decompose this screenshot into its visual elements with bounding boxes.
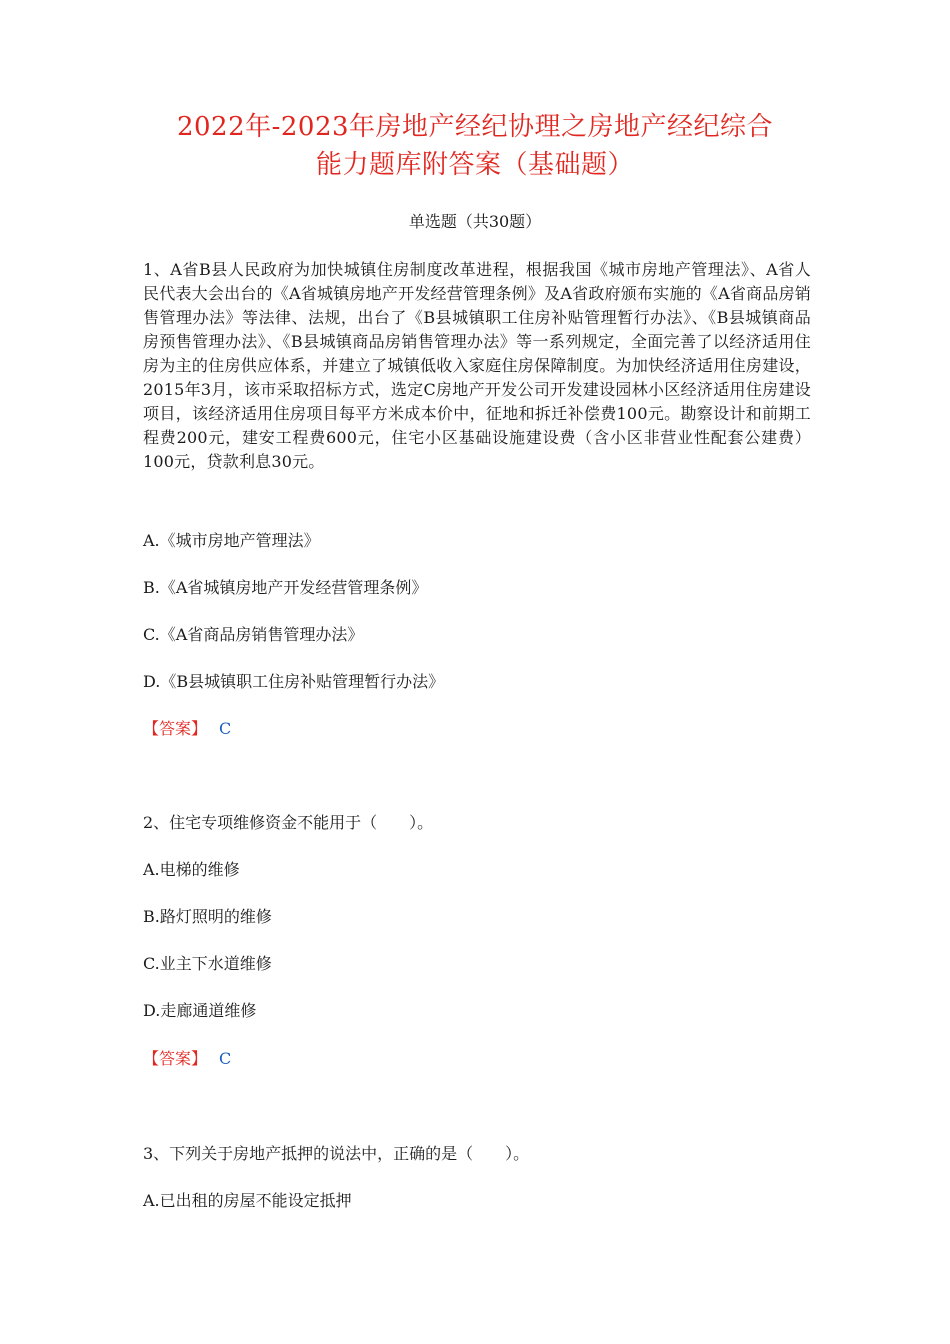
question-1-option-d: D.《B县城镇职工住房补贴管理暂行办法》 — [143, 672, 445, 691]
question-2-option-d: D.走廊通道维修 — [143, 1001, 257, 1020]
question-3-stem: 3、下列关于房地产抵押的说法中，正确的是（ ）。 — [143, 1144, 530, 1163]
answer-value: C — [219, 719, 232, 738]
question-2-stem: 2、住宅专项维修资金不能用于（ ）。 — [143, 813, 434, 832]
document-title — [100, 108, 850, 184]
answer-value: C — [219, 1049, 232, 1068]
question-1-answer — [143, 718, 811, 740]
question-2-answer — [143, 1048, 811, 1070]
question-3-option-a: A.已出租的房屋不能设定抵押 — [143, 1191, 352, 1210]
section-header: 单选题（共30题） — [408, 212, 542, 231]
question-1-stem: 1、A省B县人民政府为加快城镇住房制度改革进程，根据我国《城市房地产管理法》、A省人民代表大会出台的《A省城镇房地产开发经营管理条例》及A省政府颁布实施的《A省商品房销售管理办法》等法律、法规，出台了《B县城镇职工住房补贴管理暂行办法》、《B县城镇商品房预售管理办法》、《B县城镇商品房销售管理办法》等一系列规定，全面完善了以经济适用住房为主的住房供应体系，并建立了城镇低收入家庭住房保障制度。为加快经济适用住房建设，2015年3月，该市采取招标方式，选定C房地产开发公司开发建设园林小区经济适用住房建设项目，该经济适用住房项目每平方米成本价中，征地和拆迁补偿费100元。勘察设计和前期工程费200元，建安工程费600元，住宅小区基础设施建设费（含小区非营业性配套公建费）100元，贷款利息30元。 — [143, 260, 811, 471]
answer-label: 【答案】 — [143, 1049, 208, 1068]
title-line-2: 能力题库附答案（基础题） — [315, 150, 634, 180]
question-1-option-a: A.《城市房地产管理法》 — [143, 531, 320, 550]
question-1-option-b: B.《A省城镇房地产开发经营管理条例》 — [143, 578, 428, 597]
answer-label: 【答案】 — [143, 719, 208, 738]
question-2-option-a: A.电梯的维修 — [143, 860, 240, 879]
question-1-option-c: C.《A省商品房销售管理办法》 — [143, 625, 364, 644]
question-2-option-b: B.路灯照明的维修 — [143, 907, 272, 926]
question-2-option-c: C.业主下水道维修 — [143, 954, 272, 973]
title-line-1: 2022年-2023年房地产经纪协理之房地产经纪综合 — [176, 112, 774, 142]
